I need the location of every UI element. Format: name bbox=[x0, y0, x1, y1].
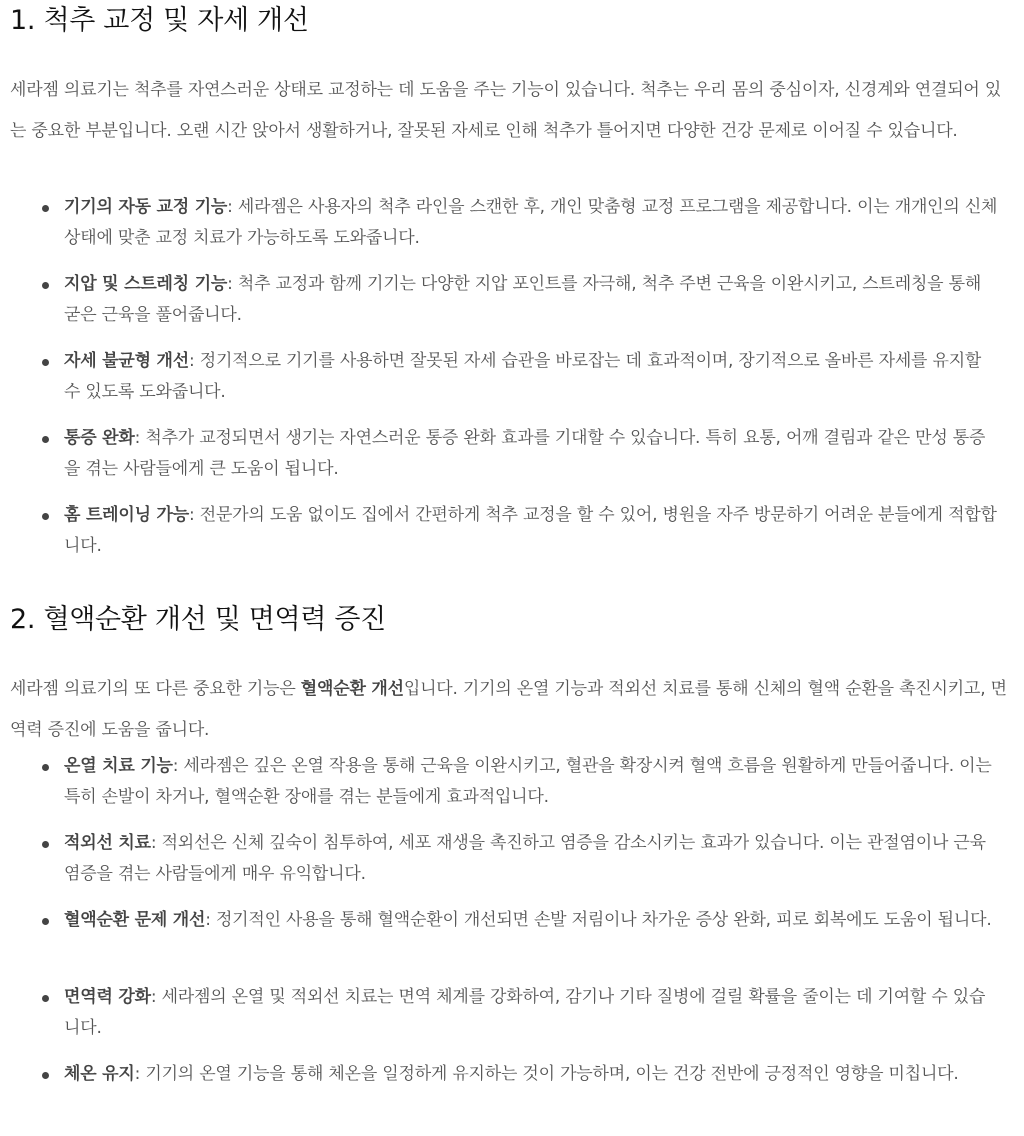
item-text: : 정기적인 사용을 통해 혈액순환이 개선되면 손발 저림이나 차가운 증상 완화, 피로 회복에도 도움이 됩니다. bbox=[205, 910, 992, 930]
section-2-intro bbox=[10, 669, 1010, 751]
item-text: : 적외선은 신체 깊숙이 침투하여, 세포 재생을 촉진하고 염증을 감소시키는 효과가 있습니다. 이는 관절염이나 근육 염증을 겪는 사람들에게 매우 유익합니다. bbox=[64, 833, 986, 884]
item-term: 홈 트레이닝 가능 bbox=[64, 505, 189, 525]
list-item bbox=[40, 751, 1000, 813]
list-item bbox=[40, 346, 1000, 408]
section-1-list bbox=[40, 192, 1000, 577]
list-item bbox=[40, 828, 1000, 890]
item-text: : 세라젬은 사용자의 척추 라인을 스캔한 후, 개인 맞춤형 교정 프로그램을 제공합니다. 이는 개개인의 신체 상태에 맞춘 교정 치료가 가능하도록 도와줍니다. bbox=[64, 197, 998, 248]
intro-emphasis: 혈액순환 개선 bbox=[300, 679, 404, 699]
item-text: : 척추 교정과 함께 기기는 다양한 지압 포인트를 자극해, 척추 주변 근육을 이완시키고, 스트레칭을 통해 굳은 근육을 풀어줍니다. bbox=[64, 274, 982, 325]
item-text: : 기기의 온열 기능을 통해 체온을 일정하게 유지하는 것이 가능하며, 이는 건강 전반에 긍정적인 영향을 미칩니다. bbox=[134, 1064, 959, 1084]
list-item bbox=[40, 423, 1000, 485]
section-2-list bbox=[40, 751, 1000, 1136]
item-text: : 세라젬은 깊은 온열 작용을 통해 근육을 이완시키고, 혈관을 확장시켜 혈액 흐름을 원활하게 만들어줍니다. 이는 특히 손발이 차거나, 혈액순환 장애를 겪는 분들에게 효과적입니다. bbox=[64, 756, 992, 807]
item-term: 면역력 강화 bbox=[64, 987, 151, 1007]
item-text: : 척추가 교정되면서 생기는 자연스러운 통증 완화 효과를 기대할 수 있습니다. 특히 요통, 어깨 결림과 같은 만성 통증을 겪는 사람들에게 큰 도움이 됩니다. bbox=[64, 428, 986, 479]
item-term: 기기의 자동 교정 기능 bbox=[64, 197, 228, 217]
section-1-intro: 세라젬 의료기는 척추를 자연스러운 상태로 교정하는 데 도움을 주는 기능이 있습니다. 척추는 우리 몸의 중심이자, 신경계와 연결되어 있는 중요한 부분입니다. 오랜 시간 앉아서 생활하거나, 잘못된 자세로 인해 척추가 틀어지면 다양한 건강 문제로 이어질 수 있습니다. bbox=[10, 80, 1002, 141]
item-text: : 정기적으로 기기를 사용하면 잘못된 자세 습관을 바로잡는 데 효과적이며, 장기적으로 올바른 자세를 유지할 수 있도록 도와줍니다. bbox=[64, 351, 982, 402]
item-term: 온열 치료 기능 bbox=[64, 756, 173, 776]
item-term: 통증 완화 bbox=[64, 428, 135, 448]
item-term: 혈액순환 문제 개선 bbox=[64, 910, 206, 930]
item-term: 적외선 치료 bbox=[64, 833, 151, 853]
item-term: 체온 유지 bbox=[64, 1064, 135, 1084]
item-text: : 세라젬의 온열 및 적외선 치료는 면역 체계를 강화하여, 감기나 기타 질병에 걸릴 확률을 줄이는 데 기여할 수 있습니다. bbox=[64, 987, 986, 1038]
item-text: : 전문가의 도움 없이도 집에서 간편하게 척추 교정을 할 수 있어, 병원을 자주 방문하기 어려운 분들에게 적합합니다. bbox=[64, 505, 997, 556]
list-item bbox=[40, 500, 1000, 562]
intro-text-before: 세라젬 의료기의 또 다른 중요한 기능은 bbox=[10, 679, 301, 699]
intro-text-after: 입니다. 기기의 온열 기능과 적외선 치료를 통해 신체의 혈액 순환을 촉진시키고, 면역력 증진에 도움을 줍니다. bbox=[10, 679, 1007, 740]
item-term: 자세 불균형 개선 bbox=[64, 351, 189, 371]
section-2-heading: 2. 혈액순환 개선 및 면역력 증진 bbox=[10, 604, 386, 635]
list-item bbox=[40, 192, 1000, 254]
item-term: 지압 및 스트레칭 기능 bbox=[64, 274, 228, 294]
list-item bbox=[40, 982, 1000, 1044]
list-item bbox=[40, 1059, 1000, 1121]
list-item bbox=[40, 905, 1000, 967]
section-1-heading: 1. 척추 교정 및 자세 개선 bbox=[10, 5, 309, 36]
list-item bbox=[40, 269, 1000, 331]
